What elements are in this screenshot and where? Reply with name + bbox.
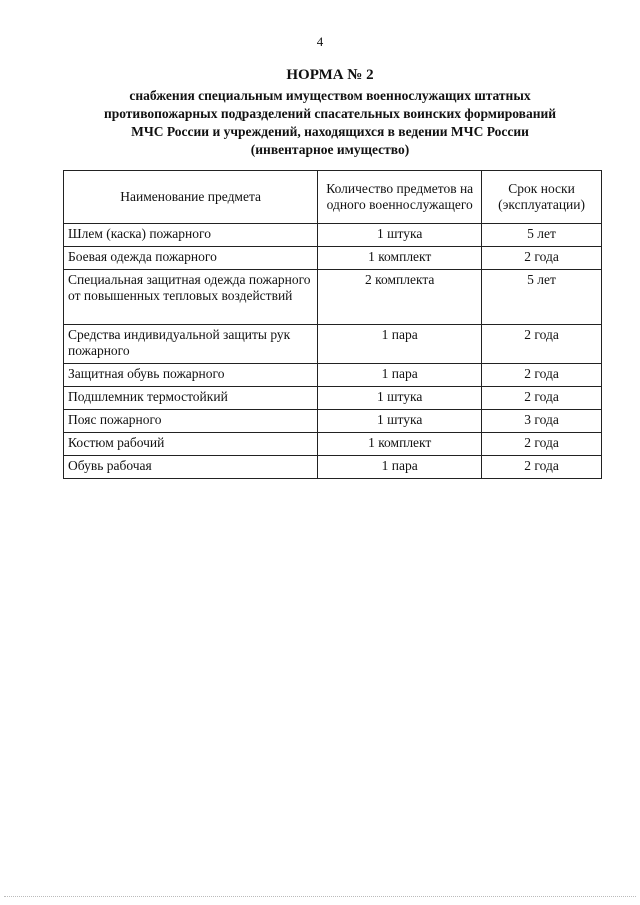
item-quantity: 1 комплект bbox=[318, 247, 482, 270]
header-item-name: Наименование предмета bbox=[64, 171, 318, 224]
item-name: Специальная защитная одежда пожарного от повышенных тепловых воздействий bbox=[64, 270, 318, 325]
item-name: Обувь рабочая bbox=[64, 456, 318, 479]
norm-title: НОРМА № 2 bbox=[286, 67, 374, 83]
table-row bbox=[64, 364, 602, 387]
subtitle-line: противопожарных подразделений спасательных воинских формирований bbox=[103, 106, 557, 121]
table-row bbox=[64, 410, 602, 433]
item-term: 3 года bbox=[482, 410, 602, 433]
subtitle-line: МЧС России и учреждений, находящихся в ведении МЧС России bbox=[131, 124, 529, 139]
item-term: 2 года bbox=[482, 325, 602, 364]
table-row bbox=[64, 433, 602, 456]
item-term: 2 года bbox=[482, 456, 602, 479]
item-quantity: 1 штука bbox=[318, 387, 482, 410]
table-row bbox=[64, 224, 602, 247]
header-quantity: Количество предметов на одного военнослужащего bbox=[318, 171, 482, 224]
item-term: 2 года bbox=[482, 364, 602, 387]
subtitle-line: снабжения специальным имуществом военнослужащих штатных bbox=[129, 88, 531, 103]
item-quantity: 2 комплекта bbox=[318, 270, 482, 325]
table-row bbox=[64, 387, 602, 410]
scan-edge-line bbox=[4, 896, 636, 898]
item-quantity: 1 пара bbox=[318, 456, 482, 479]
item-quantity: 1 пара bbox=[318, 325, 482, 364]
item-name: Подшлемник термостойкий bbox=[64, 387, 318, 410]
item-quantity: 1 комплект bbox=[318, 433, 482, 456]
header-term: Срок носки (эксплуатации) bbox=[482, 171, 602, 224]
table-header-row bbox=[64, 171, 602, 224]
item-name: Защитная обувь пожарного bbox=[64, 364, 318, 387]
table-row bbox=[64, 247, 602, 270]
item-term: 2 года bbox=[482, 387, 602, 410]
item-term: 2 года bbox=[482, 433, 602, 456]
subtitle-line: (инвентарное имущество) bbox=[250, 142, 410, 157]
item-name: Костюм рабочий bbox=[64, 433, 318, 456]
table-row bbox=[64, 325, 602, 364]
table-row bbox=[64, 456, 602, 479]
document-heading bbox=[40, 66, 620, 159]
item-term: 2 года bbox=[482, 247, 602, 270]
item-name: Средства индивидуальной защиты рук пожарного bbox=[64, 325, 318, 364]
item-term: 5 лет bbox=[482, 270, 602, 325]
norm-subtitle bbox=[40, 87, 620, 159]
item-quantity: 1 штука bbox=[318, 224, 482, 247]
table-row bbox=[64, 270, 602, 325]
supply-norm-table bbox=[63, 170, 602, 479]
item-name: Шлем (каска) пожарного bbox=[64, 224, 318, 247]
item-quantity: 1 пара bbox=[318, 364, 482, 387]
page-number: 4 bbox=[316, 34, 324, 49]
item-name: Пояс пожарного bbox=[64, 410, 318, 433]
item-term: 5 лет bbox=[482, 224, 602, 247]
item-name: Боевая одежда пожарного bbox=[64, 247, 318, 270]
item-quantity: 1 штука bbox=[318, 410, 482, 433]
